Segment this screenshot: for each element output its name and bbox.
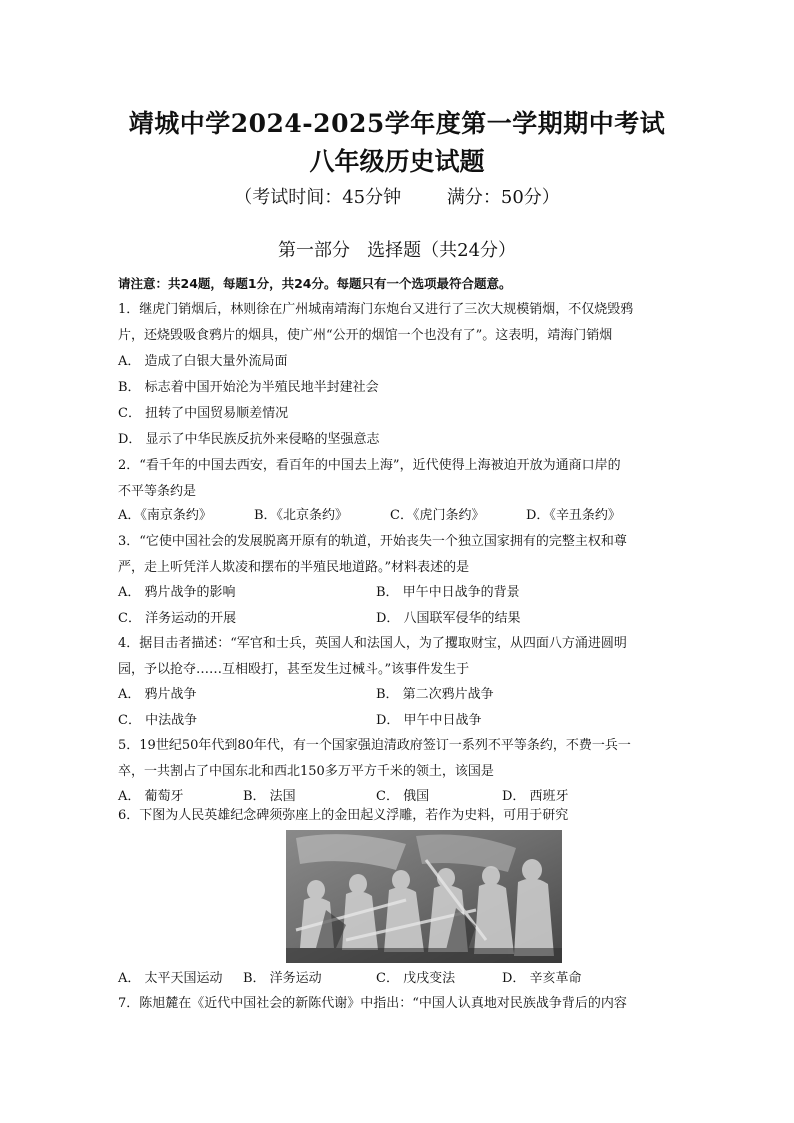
question-4-option-a: A． 鸦片战争 [118, 687, 197, 702]
question-3-option-a: A． 鸦片战争的影响 [118, 585, 236, 600]
question-6-option-c: C． 戊戌变法 [376, 971, 456, 986]
question-2-option-c: C．《虎门条约》 [390, 508, 485, 523]
question-1-option-a: A． 造成了白银大量外流局面 [118, 354, 288, 369]
question-6-option-a: A． 太平天国运动 [118, 971, 223, 986]
question-2-stem-line-2: 不平等条约是 [118, 484, 197, 499]
question-1-option-b: B． 标志着中国开始沦为半殖民地半封建社会 [118, 380, 379, 395]
question-1-option-d: D． 显示了中华民族反抗外来侵略的坚强意志 [118, 432, 380, 447]
question-4-option-d: D． 甲午中日战争 [376, 713, 482, 728]
exam-time-and-score: （考试时间：45分钟 满分：50分） [234, 187, 560, 208]
section-note: 请注意：共24题，每题1分，共24分。每题只有一个选项最符合题意。 [118, 276, 512, 291]
question-2-stem-line-1: 2．“看千年的中国去西安，看百年的中国去上海”，近代使得上海被迫开放为通商口岸的 [118, 458, 621, 473]
jintian-uprising-relief-image [286, 830, 562, 963]
question-3-stem-line-1: 3．“它使中国社会的发展脱离开原有的轨道，开始丧失一个独立国家拥有的完整主权和尊 [118, 534, 627, 549]
question-6-option-b: B． 洋务运动 [243, 971, 322, 986]
question-1-option-c: C． 扭转了中国贸易顺差情况 [118, 406, 289, 421]
question-5-option-a: A． 葡萄牙 [118, 789, 184, 804]
question-1-stem-line-1: 1．继虎门销烟后，林则徐在广州城南靖海门东炮台又进行了三次大规模销烟，不仅烧毁鸦 [118, 302, 634, 317]
question-6-option-d: D． 辛亥革命 [502, 971, 582, 986]
question-2-option-a: A．《南京条约》 [118, 508, 212, 523]
question-5-stem-line-2: 卒，一共割占了中国东北和西北150多万平方千米的领土，该国是 [118, 764, 494, 779]
question-5-option-b: B． 法国 [243, 789, 296, 804]
question-6-stem-line-1: 6．下图为人民英雄纪念碑须弥座上的金田起义浮雕，若作为史料，可用于研究 [118, 808, 569, 823]
question-4-stem-line-2: 园，予以抢夺……互相殴打，甚至发生过械斗。”该事件发生于 [118, 662, 470, 677]
question-5-option-c: C． 俄国 [376, 789, 430, 804]
section-title: 第一部分 选择题（共24分） [277, 240, 517, 261]
question-4-option-c: C． 中法战争 [118, 713, 198, 728]
question-5-stem-line-1: 5．19世纪50年代到80年代，有一个国家强迫清政府签订一系列不平等条约，不费一兵一 [118, 738, 631, 753]
question-3-option-d: D． 八国联军侵华的结果 [376, 611, 521, 626]
question-3-option-b: B． 甲午中日战争的背景 [376, 585, 520, 600]
question-2-option-d: D．《辛丑条约》 [526, 508, 621, 523]
exam-subject-title: 八年级历史试题 [309, 147, 485, 176]
question-3-option-c: C． 洋务运动的开展 [118, 611, 237, 626]
exam-title: 靖城中学2024-2025学年度第一学期期中考试 [128, 109, 666, 138]
question-3-stem-line-2: 严，走上听凭洋人欺凌和摆布的半殖民地道路。”材料表述的是 [118, 560, 470, 575]
question-4-option-b: B． 第二次鸦片战争 [376, 687, 494, 702]
question-7-stem-line-1: 7．陈旭麓在《近代中国社会的新陈代谢》中指出：“中国人认真地对民族战争背后的内容 [118, 996, 627, 1011]
question-1-stem-line-2: 片，还烧毁吸食鸦片的烟具，使广州“公开的烟馆一个也没有了”。这表明，靖海门销烟 [118, 328, 613, 343]
question-4-stem-line-1: 4．据目击者描述：“军官和士兵，英国人和法国人，为了攫取财宝，从四面八方涌进圆明 [118, 636, 627, 651]
question-5-option-d: D． 西班牙 [502, 789, 569, 804]
question-2-option-b: B．《北京条约》 [254, 508, 349, 523]
